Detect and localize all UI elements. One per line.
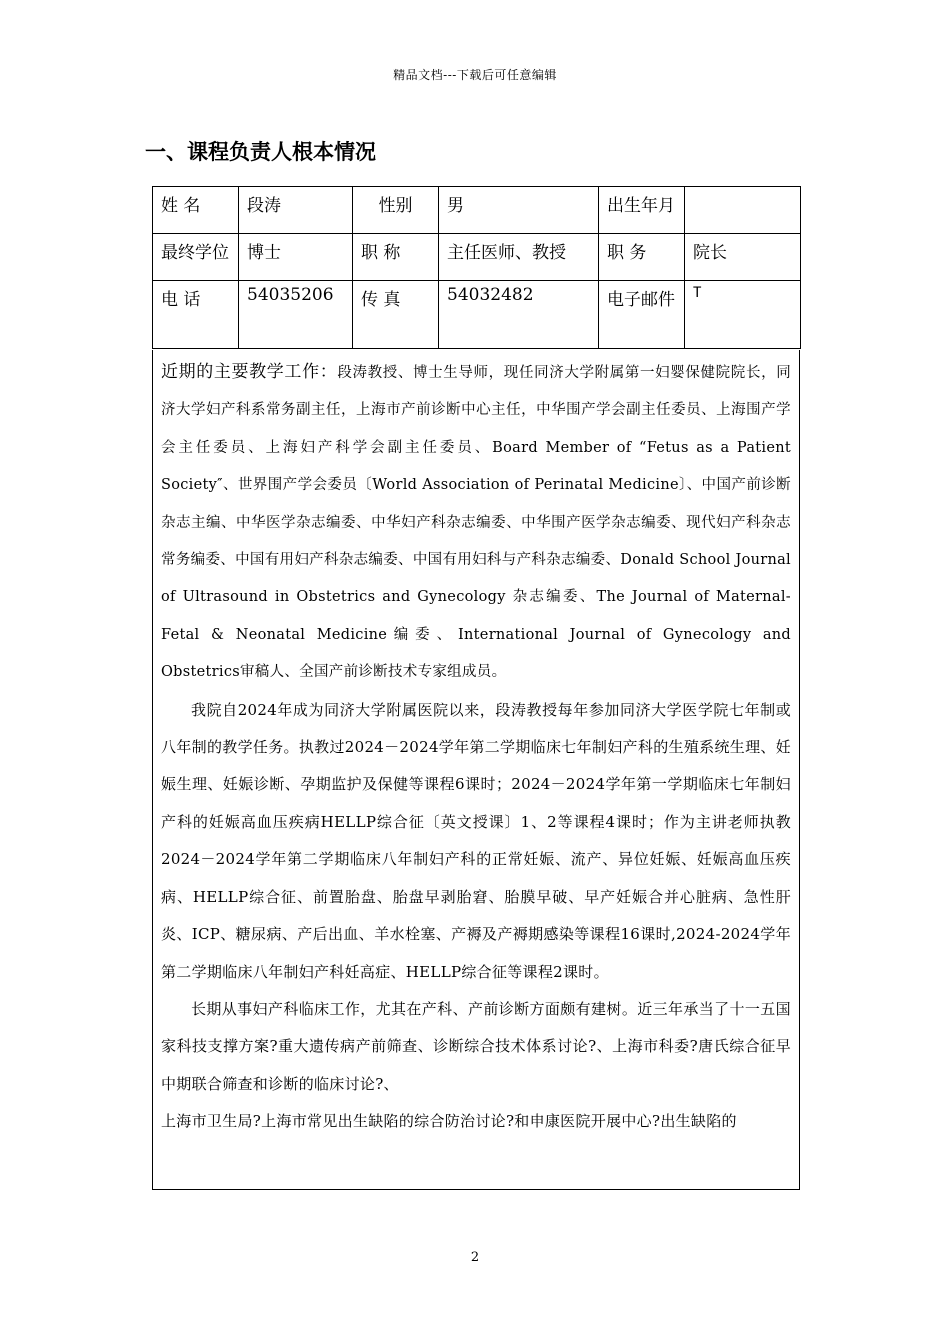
body-lead: 近期的主要教学工作： xyxy=(161,362,338,382)
body-paragraph: 上海市卫生局?上海市常见出生缺陷的综合防治讨论?和申康医院开展中心?出生缺陷的 xyxy=(161,1112,737,1131)
email-label: 电子邮件 xyxy=(599,281,685,349)
gender-value: 男 xyxy=(439,187,599,234)
table-row xyxy=(153,187,801,234)
fax-label: 传 真 xyxy=(353,281,439,349)
page-number: 2 xyxy=(470,1250,480,1265)
name-value: 段涛 xyxy=(239,187,353,234)
phone-label: 电 话 xyxy=(153,281,239,349)
page-header: 精品文档---下载后可任意编辑 xyxy=(393,68,557,82)
fax-value: 54032482 xyxy=(439,281,599,349)
degree-value: 博士 xyxy=(239,234,353,281)
teaching-work-box xyxy=(152,350,800,1190)
email-value: T xyxy=(685,281,801,349)
birth-label: 出生年月 xyxy=(599,187,685,234)
table-row xyxy=(153,234,801,281)
phone-value: 54035206 xyxy=(239,281,353,349)
section-title: 一、课程负责人根本情况 xyxy=(145,140,376,164)
title-value: 主任医师、教授 xyxy=(439,234,599,281)
body-paragraph: 我院自2024年成为同济大学附属医院以来，段涛教授每年参加同济大学医学院七年制或八年制的教学任务。执教过2024－2024学年第二学期临床七年制妇产科的生殖系统生理、妊娠生理、妊娠诊断、孕期监护及保健等课程6课时；2024－2024学年第一学期临床七年制妇产科的妊娠高血压疾病HELLP综合征〔英文授课〕1、2等课程4课时；作为主讲老师执教2024－2024学年第二学期临床八年制妇产科的正常妊娠、流产、异位妊娠、妊娠高血压疾病、HELLP综合征、前置胎盘、胎盘早剥胎窘、胎膜早破、早产妊娠合并心脏病、急性肝炎、ICP、糖尿病、产后出血、羊水栓塞、产褥及产褥期感染等课程16课时,2024-2024学年第二学期临床八年制妇产科妊高症、HELLP综合征等课程2课时。 xyxy=(161,700,791,981)
body-paragraph: 长期从事妇产科临床工作，尤其在产科、产前诊断方面颇有建树。近三年承当了十一五国家科技支撑方案?重大遗传病产前筛查、诊断综合技术体系讨论?、上海市科委?唐氏综合征早中期联合筛查和诊断的临床讨论?、 xyxy=(161,999,791,1093)
gender-label: 性别 xyxy=(353,187,439,234)
body-paragraph xyxy=(161,354,791,692)
body-paragraph-text: 段涛教授、博士生导师，现任同济大学附属第一妇婴保健院院长，同济大学妇产科系常务副主任，上海市产前诊断中心主任，中华围产学会副主任委员、上海围产学会主任委员、上海妇产科学会副主任委员、Board Member of “Fetus as a Patient Society″、世界围产学会委员〔World Association of Perinatal Medicine〕、中国产前诊断杂志主编、中华医学杂志编委、中华妇产科杂志编委、中华围产医学杂志编委、现代妇产科杂志常务编委、中国有用妇产科杂志编委、中国有用妇科与产科杂志编委、Donald School Journal of Ultrasound in Obstetrics and Gynecology 杂志编委、The Journal of Maternal-Fetal & Neonatal Medicine编委、International Journal of Gynecology and Obstetrics审稿人、全国产前诊断技术专家组成员。 xyxy=(161,365,792,681)
degree-label: 最终学位 xyxy=(153,234,239,281)
position-value: 院长 xyxy=(685,234,801,281)
title-label: 职 称 xyxy=(353,234,439,281)
table-row xyxy=(153,281,801,349)
position-label: 职 务 xyxy=(599,234,685,281)
birth-value xyxy=(685,187,801,234)
name-label: 姓 名 xyxy=(153,187,239,234)
info-table xyxy=(152,186,801,349)
